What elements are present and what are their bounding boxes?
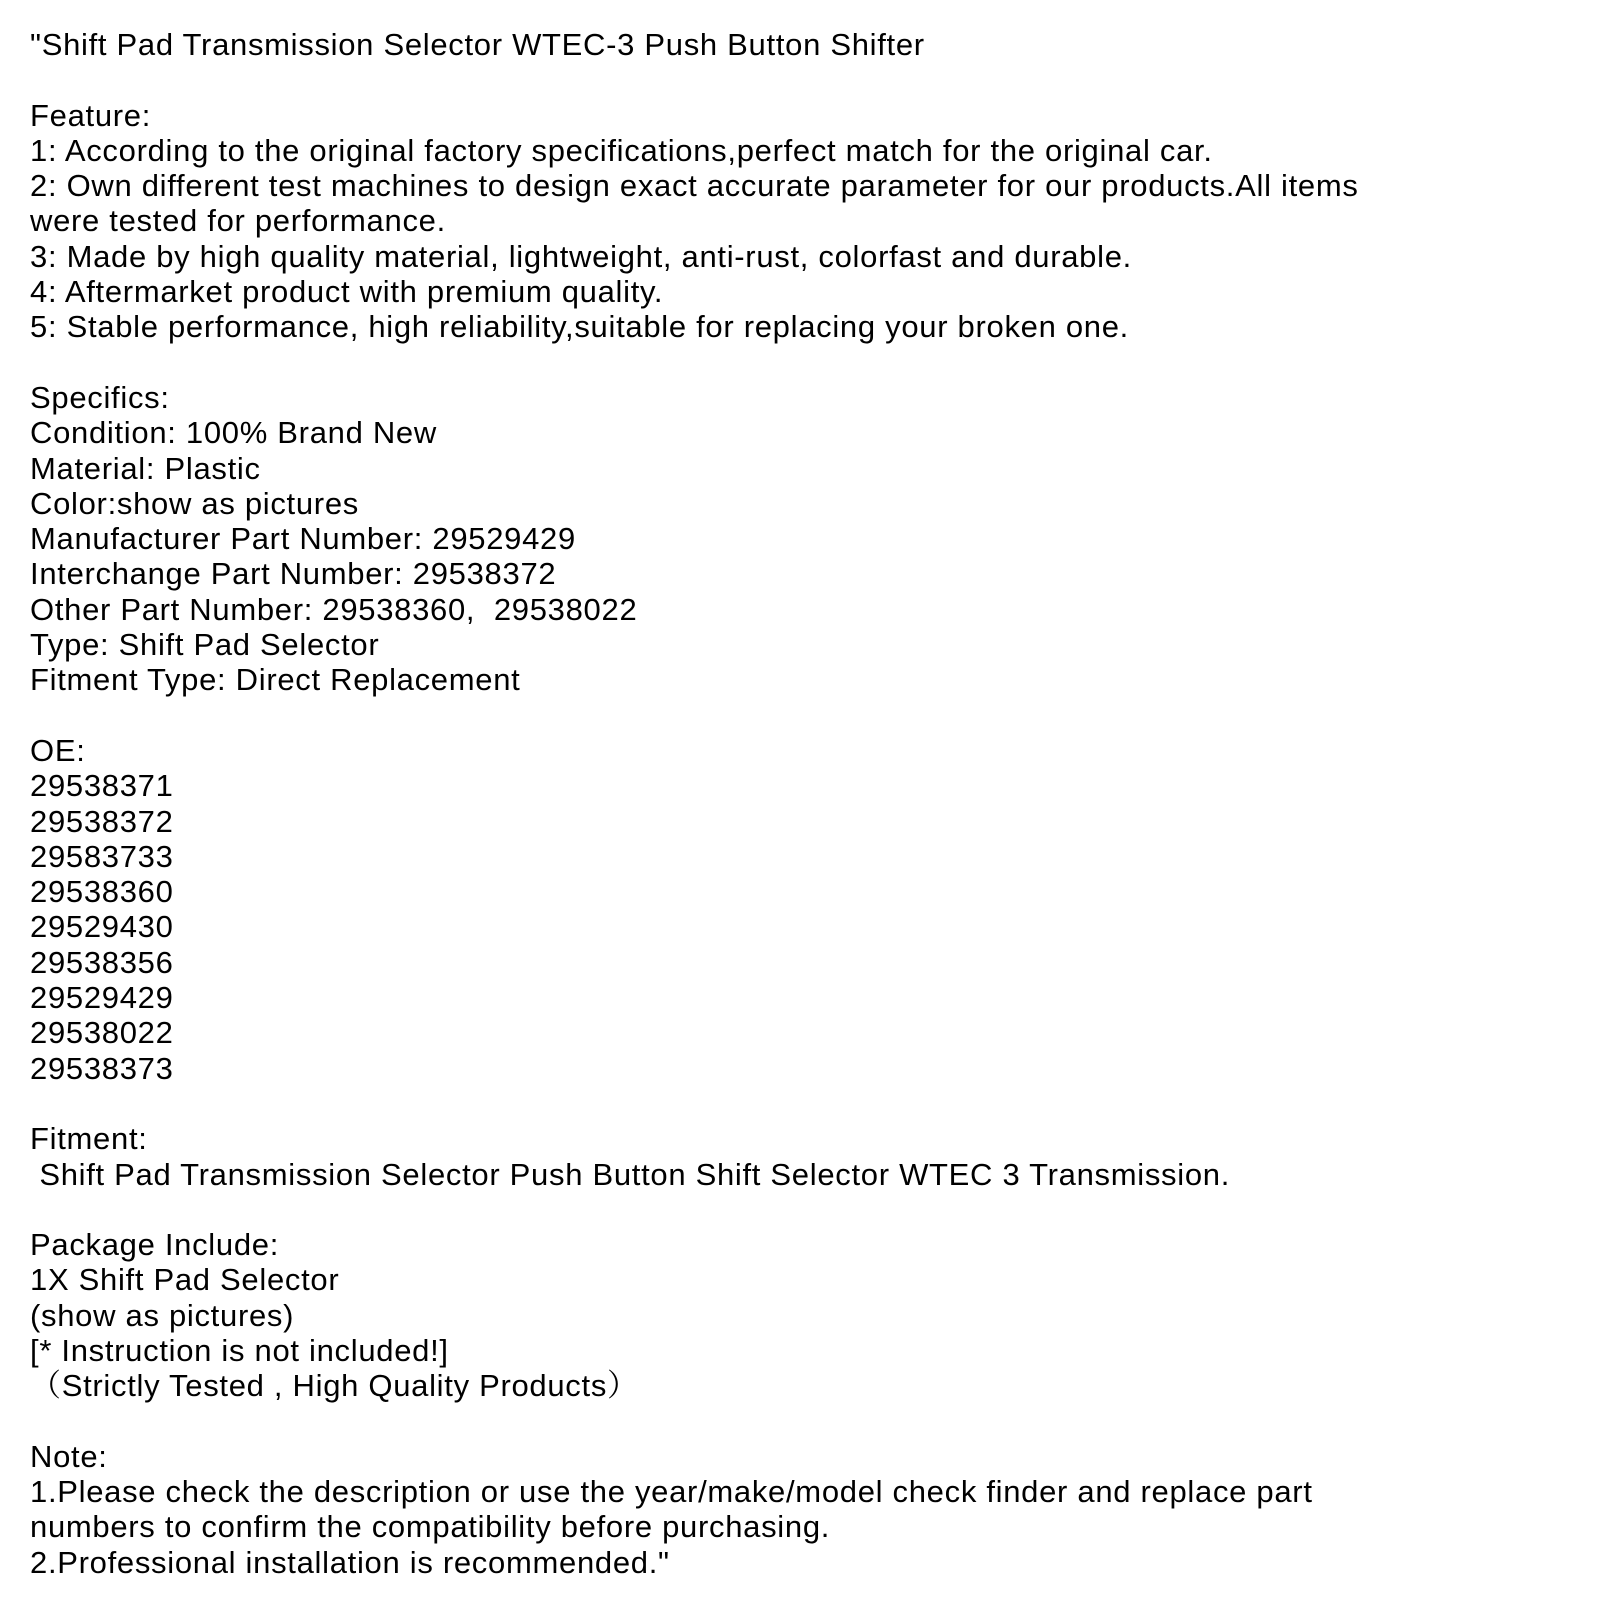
feature-line: 4: Aftermarket product with premium quality. bbox=[30, 274, 664, 310]
feature-line: 1: According to the original factory specifications,perfect match for the original car. bbox=[30, 132, 1213, 168]
spec-material: Material: Plastic bbox=[30, 450, 261, 486]
section-package-heading: Package Include: bbox=[30, 1227, 280, 1263]
note-line: 1.Please check the description or use the year/make/model check finder and replace part bbox=[30, 1474, 1313, 1510]
oe-number: 29529430 bbox=[30, 909, 174, 945]
oe-number: 29538372 bbox=[30, 803, 174, 839]
spec-other-part-number: Other Part Number: 29538360, 29538022 bbox=[30, 591, 638, 627]
spec-fitment-type: Fitment Type: Direct Replacement bbox=[30, 662, 521, 698]
feature-line: 5: Stable performance, high reliability,suitable for replacing your broken one. bbox=[30, 309, 1129, 345]
package-line: (show as pictures) bbox=[30, 1297, 295, 1333]
section-specifics bbox=[30, 380, 1560, 698]
spec-manufacturer-part-number: Manufacturer Part Number: 29529429 bbox=[30, 521, 576, 557]
section-fitment bbox=[30, 1121, 1560, 1192]
fitment-line: Shift Pad Transmission Selector Push Button Shift Selector WTEC 3 Transmission. bbox=[30, 1156, 1231, 1192]
package-line: [* Instruction is not included!] bbox=[30, 1332, 449, 1368]
section-feature-heading: Feature: bbox=[30, 97, 152, 133]
package-line: 1X Shift Pad Selector bbox=[30, 1262, 340, 1298]
feature-line: 2: Own different test machines to design exact accurate parameter for our products.All items bbox=[30, 168, 1359, 204]
oe-number: 29538356 bbox=[30, 944, 174, 980]
oe-number: 29538022 bbox=[30, 1015, 174, 1051]
section-note bbox=[30, 1439, 1560, 1580]
section-oe bbox=[30, 733, 1560, 1086]
note-line: numbers to confirm the compatibility before purchasing. bbox=[30, 1509, 831, 1545]
section-note-heading: Note: bbox=[30, 1438, 108, 1474]
oe-number: 29538371 bbox=[30, 768, 174, 804]
product-title: "Shift Pad Transmission Selector WTEC-3 Push Button Shifter bbox=[30, 27, 925, 62]
spec-interchange-part-number: Interchange Part Number: 29538372 bbox=[30, 556, 557, 592]
package-line: （Strictly Tested , High Quality Products） bbox=[30, 1368, 639, 1404]
spec-color: Color:show as pictures bbox=[30, 485, 359, 521]
oe-number: 29538373 bbox=[30, 1050, 174, 1086]
section-fitment-heading: Fitment: bbox=[30, 1121, 148, 1157]
oe-number: 29583733 bbox=[30, 838, 174, 874]
oe-number: 29538360 bbox=[30, 874, 174, 910]
note-line: 2.Professional installation is recommended." bbox=[30, 1544, 670, 1580]
feature-line: were tested for performance. bbox=[30, 203, 446, 239]
feature-line: 3: Made by high quality material, lightweight, anti-rust, colorfast and durable. bbox=[30, 238, 1132, 274]
section-specifics-heading: Specifics: bbox=[30, 379, 170, 415]
spec-type: Type: Shift Pad Selector bbox=[30, 627, 380, 663]
section-package-include bbox=[30, 1227, 1560, 1403]
section-feature bbox=[30, 98, 1560, 345]
oe-number: 29529429 bbox=[30, 980, 174, 1016]
spec-condition: Condition: 100% Brand New bbox=[30, 415, 437, 451]
section-oe-heading: OE: bbox=[30, 732, 86, 768]
